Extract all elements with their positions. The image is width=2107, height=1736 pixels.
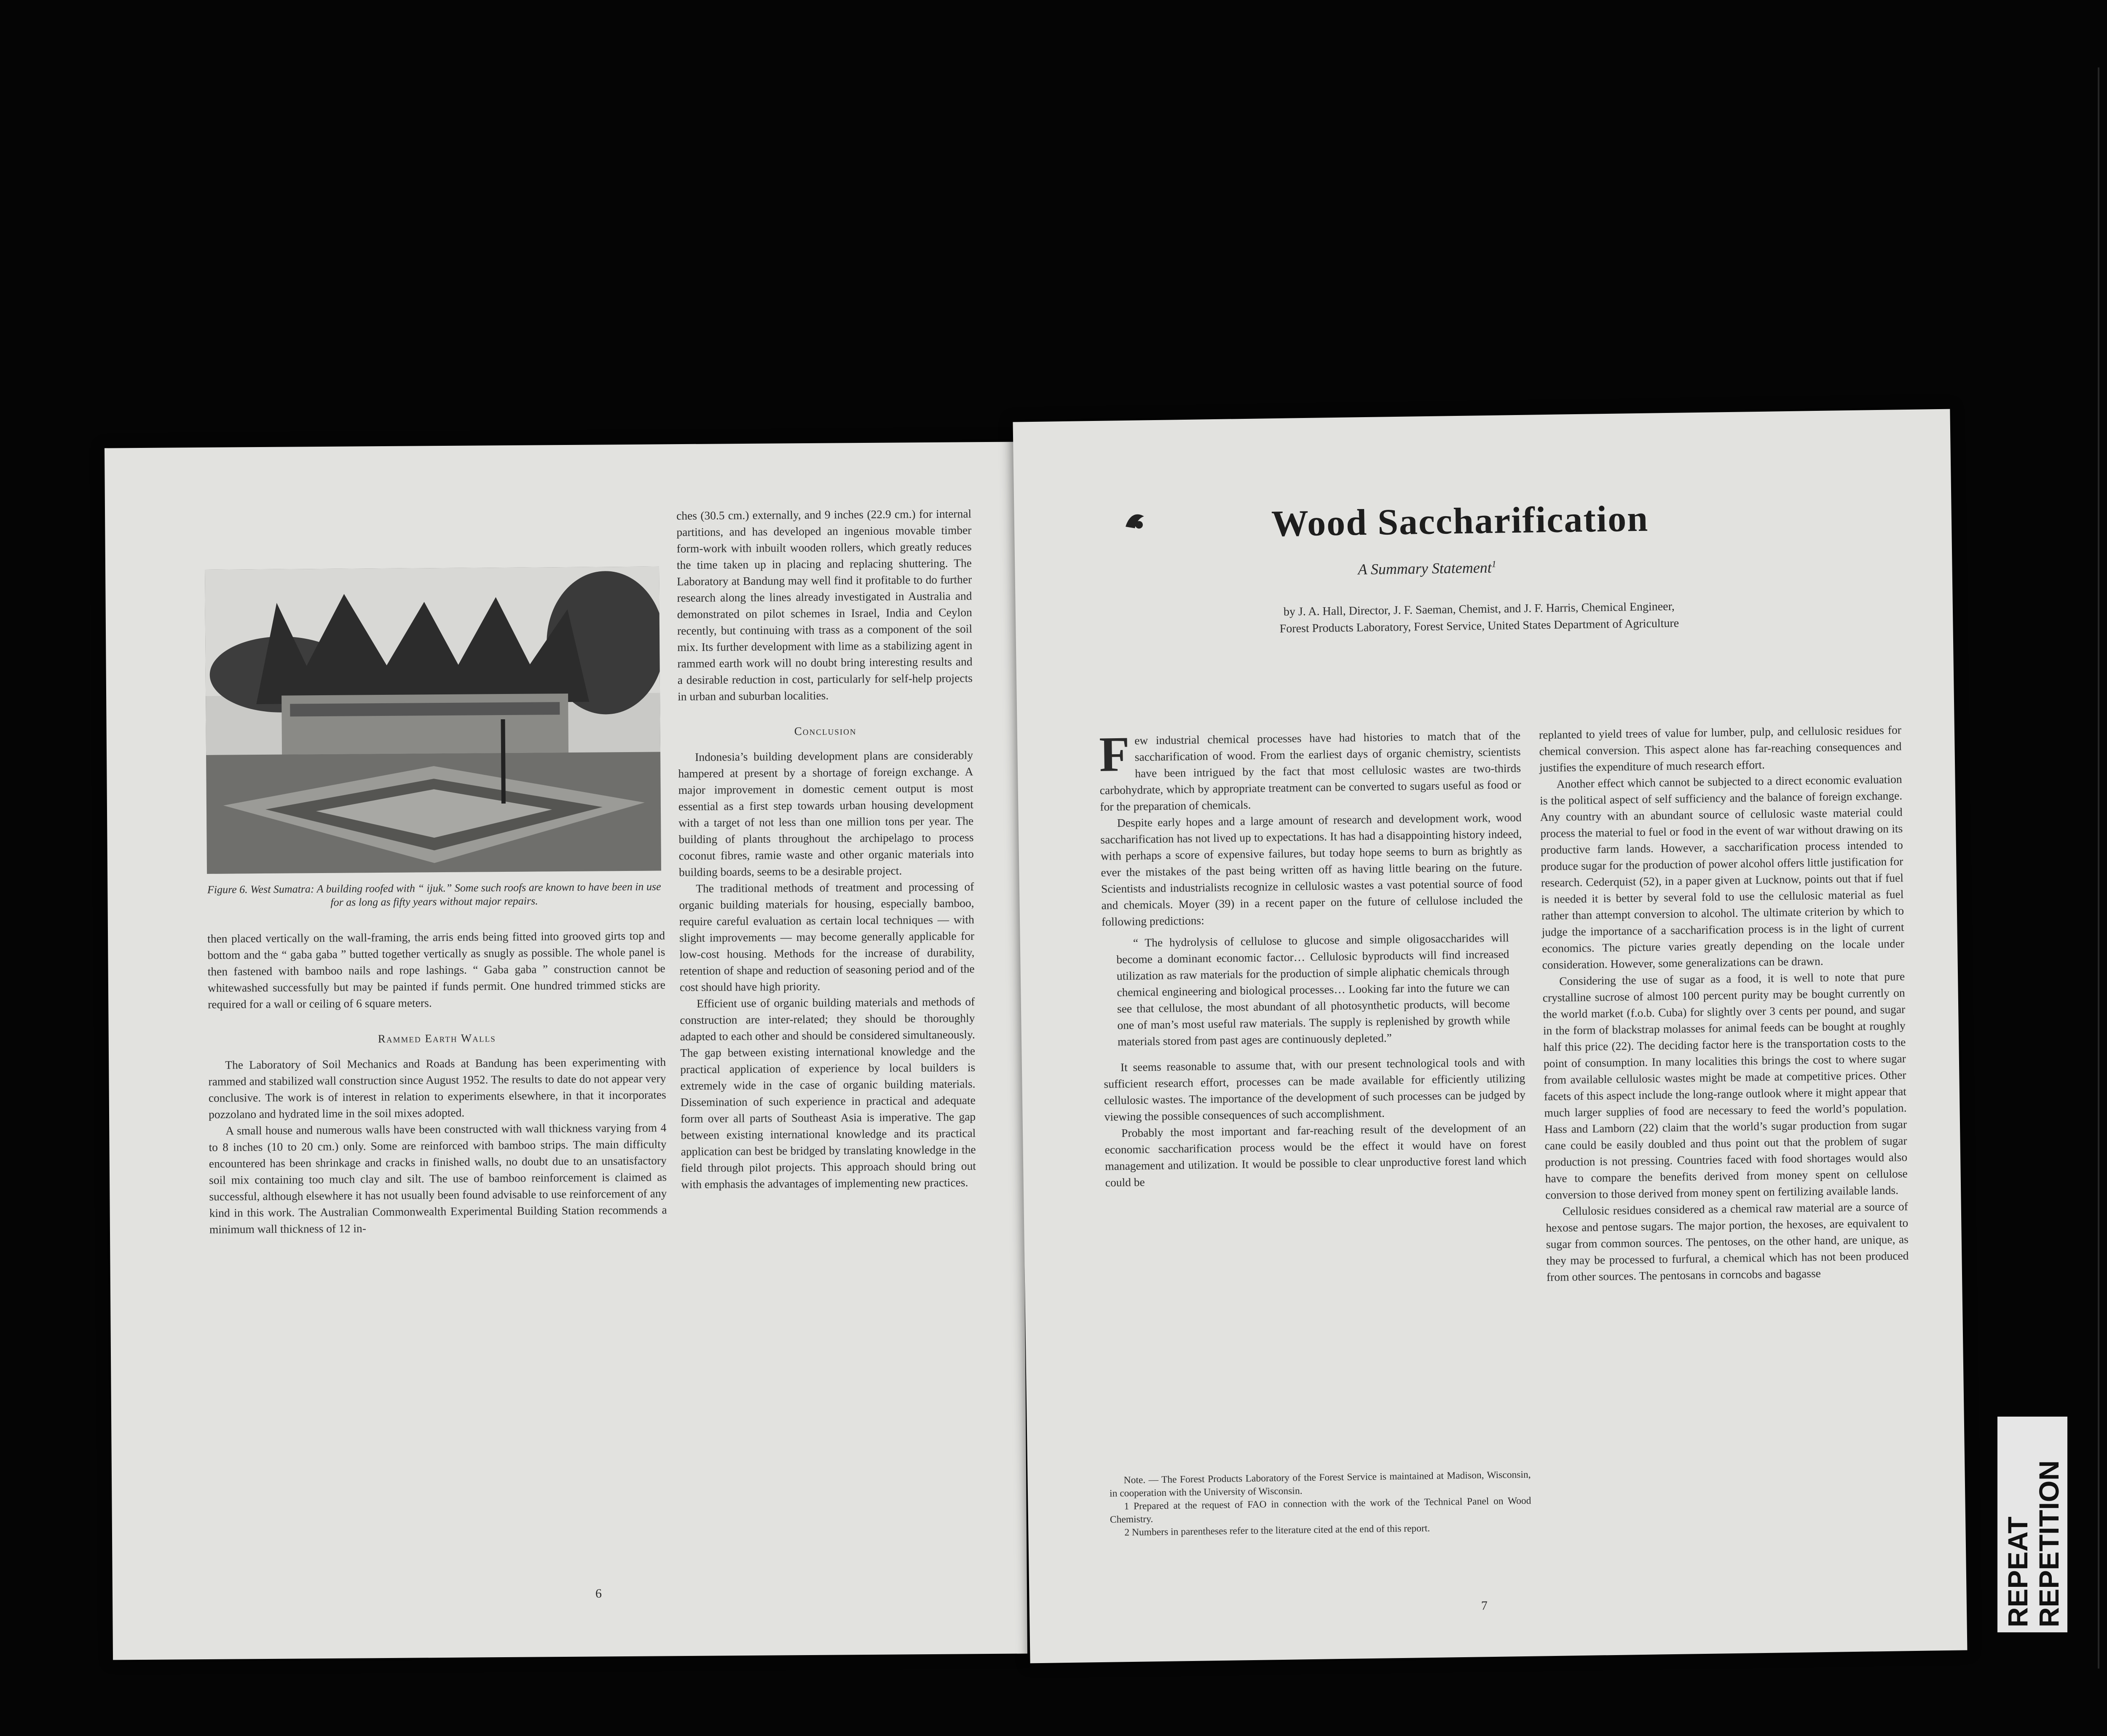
paragraph: The Laboratory of Soil Mechanics and Roads at Bandung has been experimenting with rammed and stabilized wall construction since August 1952. The results to date do not appear very conclusive. The work is of interest in relation to experiments elsewhere, in that it incorporates pozzolano and hydrated lime in the soil mixes adopted. [208,1055,666,1121]
opening-paragraph [1099,727,1522,815]
left-column-2 [676,505,976,1192]
figure-6-caption: Figure 6. West Sumatra: A building roofed with “ ijuk.” Some such roofs are known to have been in use for as long as fifty years without major repairs. [207,880,661,908]
paragraph: Cellulosic residues considered as a chemical raw material are a source of hexose and pentose sugars. The major portion, the hexoses, are equivalent to sugar from common sources. The pentoses, on the other hand, are unique, as they may be processed to furfural, a chemical which has not been produced from other sources. The pentosans in corncobs and bagasse [1546,1200,1909,1284]
paragraph: Indonesia’s building development plans are considerably hampered at present by a shortage of foreign exchange. A major improvement in domestic cement output is most essential as a first step towards urban housing development with a target of not less than one million tons per year. The building of plants throughout the archipelago to process coconut fibres, ramie waste and other organic materials into building boards, seems to be a desirable project. [678,748,974,879]
frame-divider [2098,67,2099,1669]
section-heading: Rammed Earth Walls [378,1031,496,1045]
fao-emblem-icon [1122,509,1147,533]
footnote: 2 Numbers in parentheses refer to the literature cited at the end of this report. [1124,1523,1430,1538]
byline [1121,596,1838,640]
subtitle-text: A Summary Statement [1358,559,1492,578]
article-title: Wood Saccharification [1271,498,1649,545]
paragraph: then placed vertically on the wall-framing, the arris ends being fitted into grooved girts top and bottom and the “ gaba gaba ” butted together vertically as snugly as possible. The whole panel is then fastened with bamboo nails and rope lashings. “ Gaba gaba ” construction cannot be whitewashed successfully but may be painted if funds permit. One hundred trimmed sticks are required for a wall or ceiling of 6 square meters. [207,929,666,1011]
footnotes [1109,1468,1531,1540]
opening-text: ew industrial chemical processes have had histories to match that of the saccharification of wood. From the earliest days of organic chemistry, scientists have been intrigued by the fact that most cellulosic wastes are two-thirds carbohydrate, which by appropriate treatment can be converted to sugars useful as food or for the preparation of chemicals. [1099,728,1521,813]
paragraph: The traditional methods of treatment and processing of organic building materials for housing, especially bamboo, require careful evaluation as certain local techniques — with slight improvements — may become generally applicable for low-cost housing. Methods for the increase of durability, retention of shape and reduction of seasoning period and of the cost should have high priority. [679,880,975,994]
page-number: 7 [1481,1599,1488,1613]
right-column-2 [1539,721,1909,1285]
left-page [105,442,1027,1660]
page-number: 6 [595,1586,602,1601]
block-quote: “ The hydrolysis of cellulose to glucose and simple oligosaccharides will become a dominant economic factor… Cellulosic byproducts will find increased utilization as raw materials for the production of simple aliphatic chemicals through chemical engineering and biological processes… Looking far into the future we can see that cellulose, the most abundant of all photosynthetic products, will become one of man’s most useful raw materials. The supply is replenished by growth while materials stored from past ages are continuously depleted.” [1116,931,1510,1048]
footnote: 1 Prepared at the request of FAO in connection with the work of the Technical Panel on Wood Chemistry. [1110,1495,1531,1525]
byline-affiliation: Forest Products Laboratory, Forest Service, United States Department of Agriculture [1279,616,1679,635]
paragraph: Despite early hopes and a large amount of research and development work, wood saccharification has not lived up to expectations. It has had a disappointing history indeed, with perhaps a score of expensive failures, but today hope seems to burn as brightly as ever the mistakes of the past being written off as having little bearing on the future. Scientists and industrialists recognize in cellulosic wastes a vast potential source of food and chemicals. Moyer (39) in a recent paper on the future of cellulose included the following predictions: [1100,810,1523,928]
paragraph: Probably the most important and far-reaching result of the development of an economic saccharification process would be the effect it would have on forest management and utilization. It would be possible to clear unproductive forest land which could be [1104,1120,1527,1189]
paragraph: Another effect which cannot be subjected to a direct economic evaluation is the political aspect of self sufficiency and the balance of foreign exchange. Any country with an abundant source of cellulosic waste material could process the material to fuel or food in the event of war without drawing on its productive farm lands. However, a saccharification process intended to produce sugar for the production of power alcohol offers little justification for research. Cederquist (52), in a paper given at Lucknow, points out that if fuel is needed it is better by several fold to use the cellulosic material as fuel rather than attempt conversion to alcohol. The ultimate criterion by which to judge the importance of a saccharification process is in the light of current economics. The picture varies greatly depending on the locale under consideration. However, some generalizations can be drawn. [1539,772,1905,972]
byline-authors: by J. A. Hall, Director, J. F. Saeman, Chemist, and J. F. Harris, Chemical Engineer, [1283,600,1675,619]
article-subtitle [1358,559,1496,579]
paragraph: Considering the use of sugar as a food, it is well to note that pure crystalline sucrose of almost 100 percent purity may be bought currently on the world market (f.o.b. Cuba) for slightly over 3 cents per pound, and sugar in the form of blackstrap molasses for animal feeds can be bought at roughly half this price (22). The deciding factor here is the transportation costs to the point of consumption. In many localities this brings the cost to where sugar from available cellulosic wastes might be made at competitive prices. Other facets of this aspect include the long-range outlook where it might appear that much larger supplies of food are necessary to feed the world’s population. Hass and Lamborn (22) claim that the world’s sugar production from sugar cane could be easily doubled and thus point out that the problem of sugar production is not pressing. Countries faced with food shortages would also have to compare the benefits derived from money spent on cellulose conversion to those derived from money spent on fertilizing available lands. [1542,970,1908,1202]
repeat-text-fr: REPETITION [2033,1460,2064,1627]
paragraph: Efficient use of organic building materials and methods of construction are inter-related; they should be thoroughly adapted to each other and should be considered simultaneously. The gap between existing international knowledge and the practical application of experience by local builders is extremely wide in the case of organic building materials. Dissemination of such experience in practical and adequate form over all parts of Southeast Asia is imperative. The gap between existing international knowledge and its practical application can best be bridged by translating knowledge in the field through pilot projects. This approach should bring out with emphasis the advantages of implementing new practices. [680,995,976,1191]
repeat-label [1997,1417,2067,1632]
right-page [1013,409,1968,1664]
right-column-1 [1099,727,1527,1191]
repeat-text-en: REPEAT [2002,1516,2033,1627]
subtitle-footnote-ref: 1 [1491,558,1496,569]
paragraph: A small house and numerous walls have been constructed with wall thickness varying from 4 to 8 inches (10 to 20 cm.) only. Some are reinforced with bamboo strips. The main difficulty encountered has been shrinkage and cracks in finished walls, no doubt due to an unsatisfactory soil mix containing too much clay and silt. The use of bamboo reinforcement is claimed as successful, although elsewhere it has not usually been found advisable to use reinforcement of any kind in this work. The Australian Commonwealth Experimental Building Station recommends a minimum wall thickness of 12 in- [209,1121,667,1236]
paragraph: ches (30.5 cm.) externally, and 9 inches (22.9 cm.) for internal partitions, and has developed an ingenious movable timber form-work with inbuilt wooden rollers, which greatly reduces the time taken up in placing and replacing shuttering. The Laboratory at Bandung may well find it profitable to do further research along the lines already investigated in Australia and demonstrated on pilot schemes in Israel, India and Ceylon recently, but continuing with trass as a component of the soil mix. Its further development with lime as a stabilizing agent in rammed earth work will no doubt bring interesting results and a desirable reduction in cost, particularly for self-help projects in urban and suburban localities. [676,507,973,703]
section-heading: Conclusion [794,724,857,738]
paragraph: replanted to yield trees of value for lumber, pulp, and cellulosic residues for chemical conversion. This aspect alone has far-reaching consequences and justifies the expenditure of much research effort. [1539,723,1902,774]
footnote: Note. — The Forest Products Laboratory of the Forest Service is maintained at Madison, Wisconsin, in cooperation with the University of Wisconsin. [1109,1469,1531,1499]
figure-6-photo [205,566,661,874]
left-column-1 [207,927,667,1238]
drop-cap: F [1099,726,1130,782]
paragraph: It seems reasonable to assume that, with our present technological tools and with sufficient research effort, processes can be made available for efficiently utilizing cellulosic wastes. The importance of the development of such processes can be judged by viewing the possible consequences of such accomplishment. [1104,1055,1526,1123]
